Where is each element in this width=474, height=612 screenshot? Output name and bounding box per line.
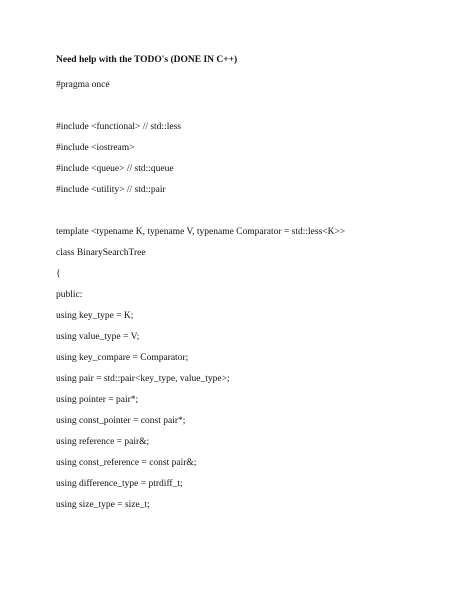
code-line-class: class BinarySearchTree — [56, 248, 146, 258]
code-line-const-reference: using const_reference = const pair&; — [56, 458, 197, 468]
code-line-value-type: using value_type = V; — [56, 332, 140, 342]
code-line-include-functional: #include <functional> // std::less — [56, 122, 181, 132]
code-line-key-type: using key_type = K; — [56, 311, 134, 321]
code-line-include-queue: #include <queue> // std::queue — [56, 164, 174, 174]
code-line-key-compare: using key_compare = Comparator; — [56, 353, 189, 363]
code-line-const-pointer: using const_pointer = const pair*; — [56, 416, 186, 426]
code-line-reference: using reference = pair&; — [56, 437, 150, 447]
code-line-public: public: — [56, 290, 83, 300]
document-title: Need help with the TODO's (DONE IN C++) — [56, 55, 238, 65]
code-line-include-utility: #include <utility> // std::pair — [56, 185, 166, 195]
code-line-template: template <typename K, typename V, typename Comparator = std::less<K>> — [56, 227, 346, 237]
code-line-size-type: using size_type = size_t; — [56, 500, 150, 510]
code-line-pragma: #pragma once — [56, 80, 110, 90]
code-line-pair: using pair = std::pair<key_type, value_type>; — [56, 374, 230, 384]
code-line-include-iostream: #include <iostream> — [56, 143, 135, 153]
code-line-open-brace: { — [56, 269, 61, 279]
code-line-difference-type: using difference_type = ptrdiff_t; — [56, 479, 183, 489]
code-line-pointer: using pointer = pair*; — [56, 395, 139, 405]
